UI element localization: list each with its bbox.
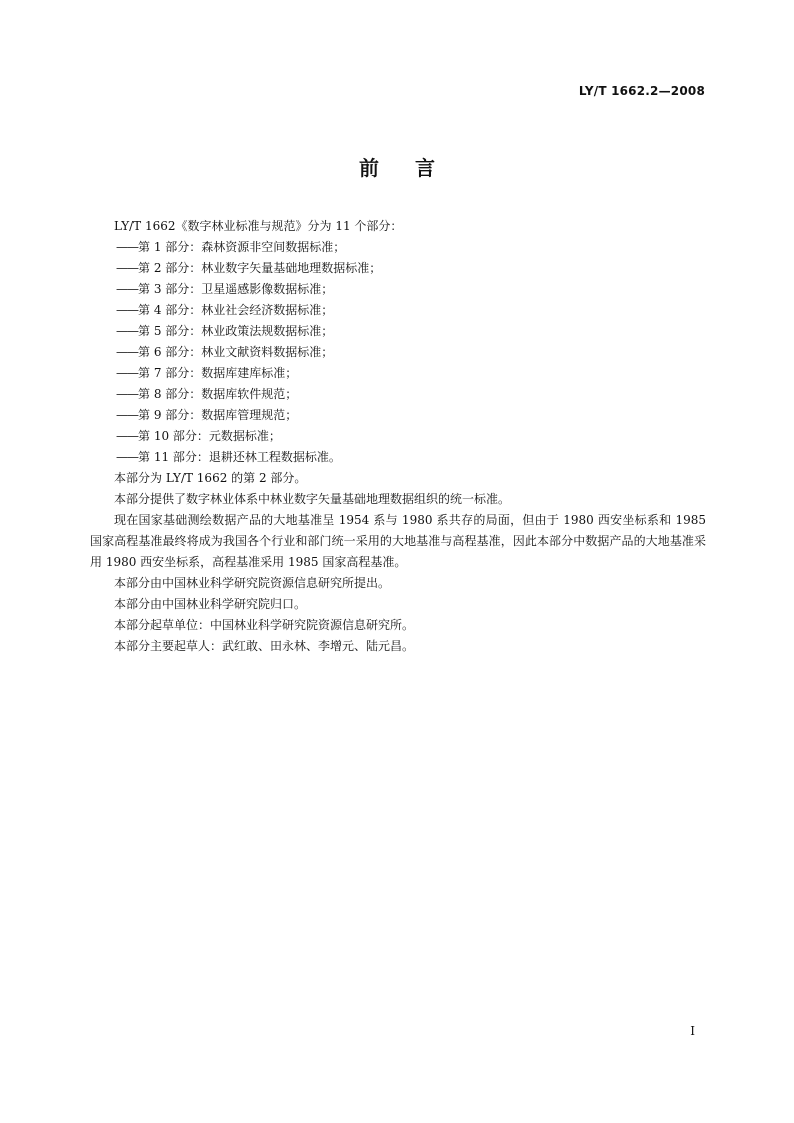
list-item-text: 第 2 部分：林业数字矢量基础地理数据标准；	[138, 261, 382, 275]
body-paragraph: 本部分由中国林业科学研究院归口。	[114, 597, 307, 611]
intro-paragraph: LY/T 1662《数字林业标准与规范》分为 11 个部分：	[114, 219, 403, 233]
list-item	[90, 363, 706, 384]
parts-list	[90, 237, 706, 468]
dash-marker: ——	[116, 324, 138, 338]
dash-marker: ——	[116, 345, 138, 359]
list-item-text: 第 7 部分：数据库建库标准；	[138, 366, 298, 380]
dash-marker: ——	[116, 240, 138, 254]
dash-marker: ——	[116, 387, 138, 401]
dash-marker: ——	[116, 261, 138, 275]
list-item-text: 第 8 部分：数据库软件规范；	[138, 387, 298, 401]
list-item	[90, 405, 706, 426]
list-item	[90, 447, 706, 468]
body-paragraph: 本部分主要起草人：武红敢、田永林、李增元、陆元昌。	[114, 639, 415, 653]
document-body	[90, 216, 706, 657]
list-item-text: 第 6 部分：林业文献资料数据标准；	[138, 345, 334, 359]
list-item	[90, 300, 706, 321]
body-paragraph: 本部分提供了数字林业体系中林业数字矢量基础地理数据组织的统一标准。	[114, 492, 511, 506]
dash-marker: ——	[116, 366, 138, 380]
list-item	[90, 321, 706, 342]
list-item	[90, 426, 706, 447]
dash-marker: ——	[116, 282, 138, 296]
standard-code-header: LY/T 1662.2—2008	[578, 84, 705, 98]
page-title: 前言	[359, 156, 471, 180]
list-item	[90, 279, 706, 300]
dash-marker: ——	[116, 408, 138, 422]
list-item-text: 第 5 部分：林业政策法规数据标准；	[138, 324, 334, 338]
body-paragraph: 本部分由中国林业科学研究院资源信息研究所提出。	[114, 576, 391, 590]
list-item-text: 第 11 部分：退耕还林工程数据标准。	[138, 450, 341, 464]
list-item-text: 第 1 部分：森林资源非空间数据标准；	[138, 240, 346, 254]
body-paragraph: 本部分起草单位：中国林业科学研究院资源信息研究所。	[114, 618, 415, 632]
dash-marker: ——	[116, 450, 138, 464]
dash-marker: ——	[116, 429, 138, 443]
list-item	[90, 258, 706, 279]
list-item-text: 第 4 部分：林业社会经济数据标准；	[138, 303, 334, 317]
list-item	[90, 342, 706, 363]
list-item	[90, 384, 706, 405]
list-item	[90, 237, 706, 258]
body-paragraph: 现在国家基础测绘数据产品的大地基准呈 1954 系与 1980 系共存的局面，但由于 1980 西安坐标系和 1985 国家高程基准最终将成为我国各个行业和部门统一采用的大地基准与高程基准，因此本部分中数据产品的大地基准采用 1980 西安坐标系，高程基准采用 1985 国家高程基准。	[90, 513, 706, 569]
body-paragraph: 本部分为 LY/T 1662 的第 2 部分。	[114, 471, 307, 485]
list-item-text: 第 9 部分：数据库管理规范；	[138, 408, 298, 422]
list-item-text: 第 3 部分：卫星遥感影像数据标准；	[138, 282, 334, 296]
page-number: I	[690, 1024, 695, 1038]
list-item-text: 第 10 部分：元数据标准；	[138, 429, 281, 443]
dash-marker: ——	[116, 303, 138, 317]
